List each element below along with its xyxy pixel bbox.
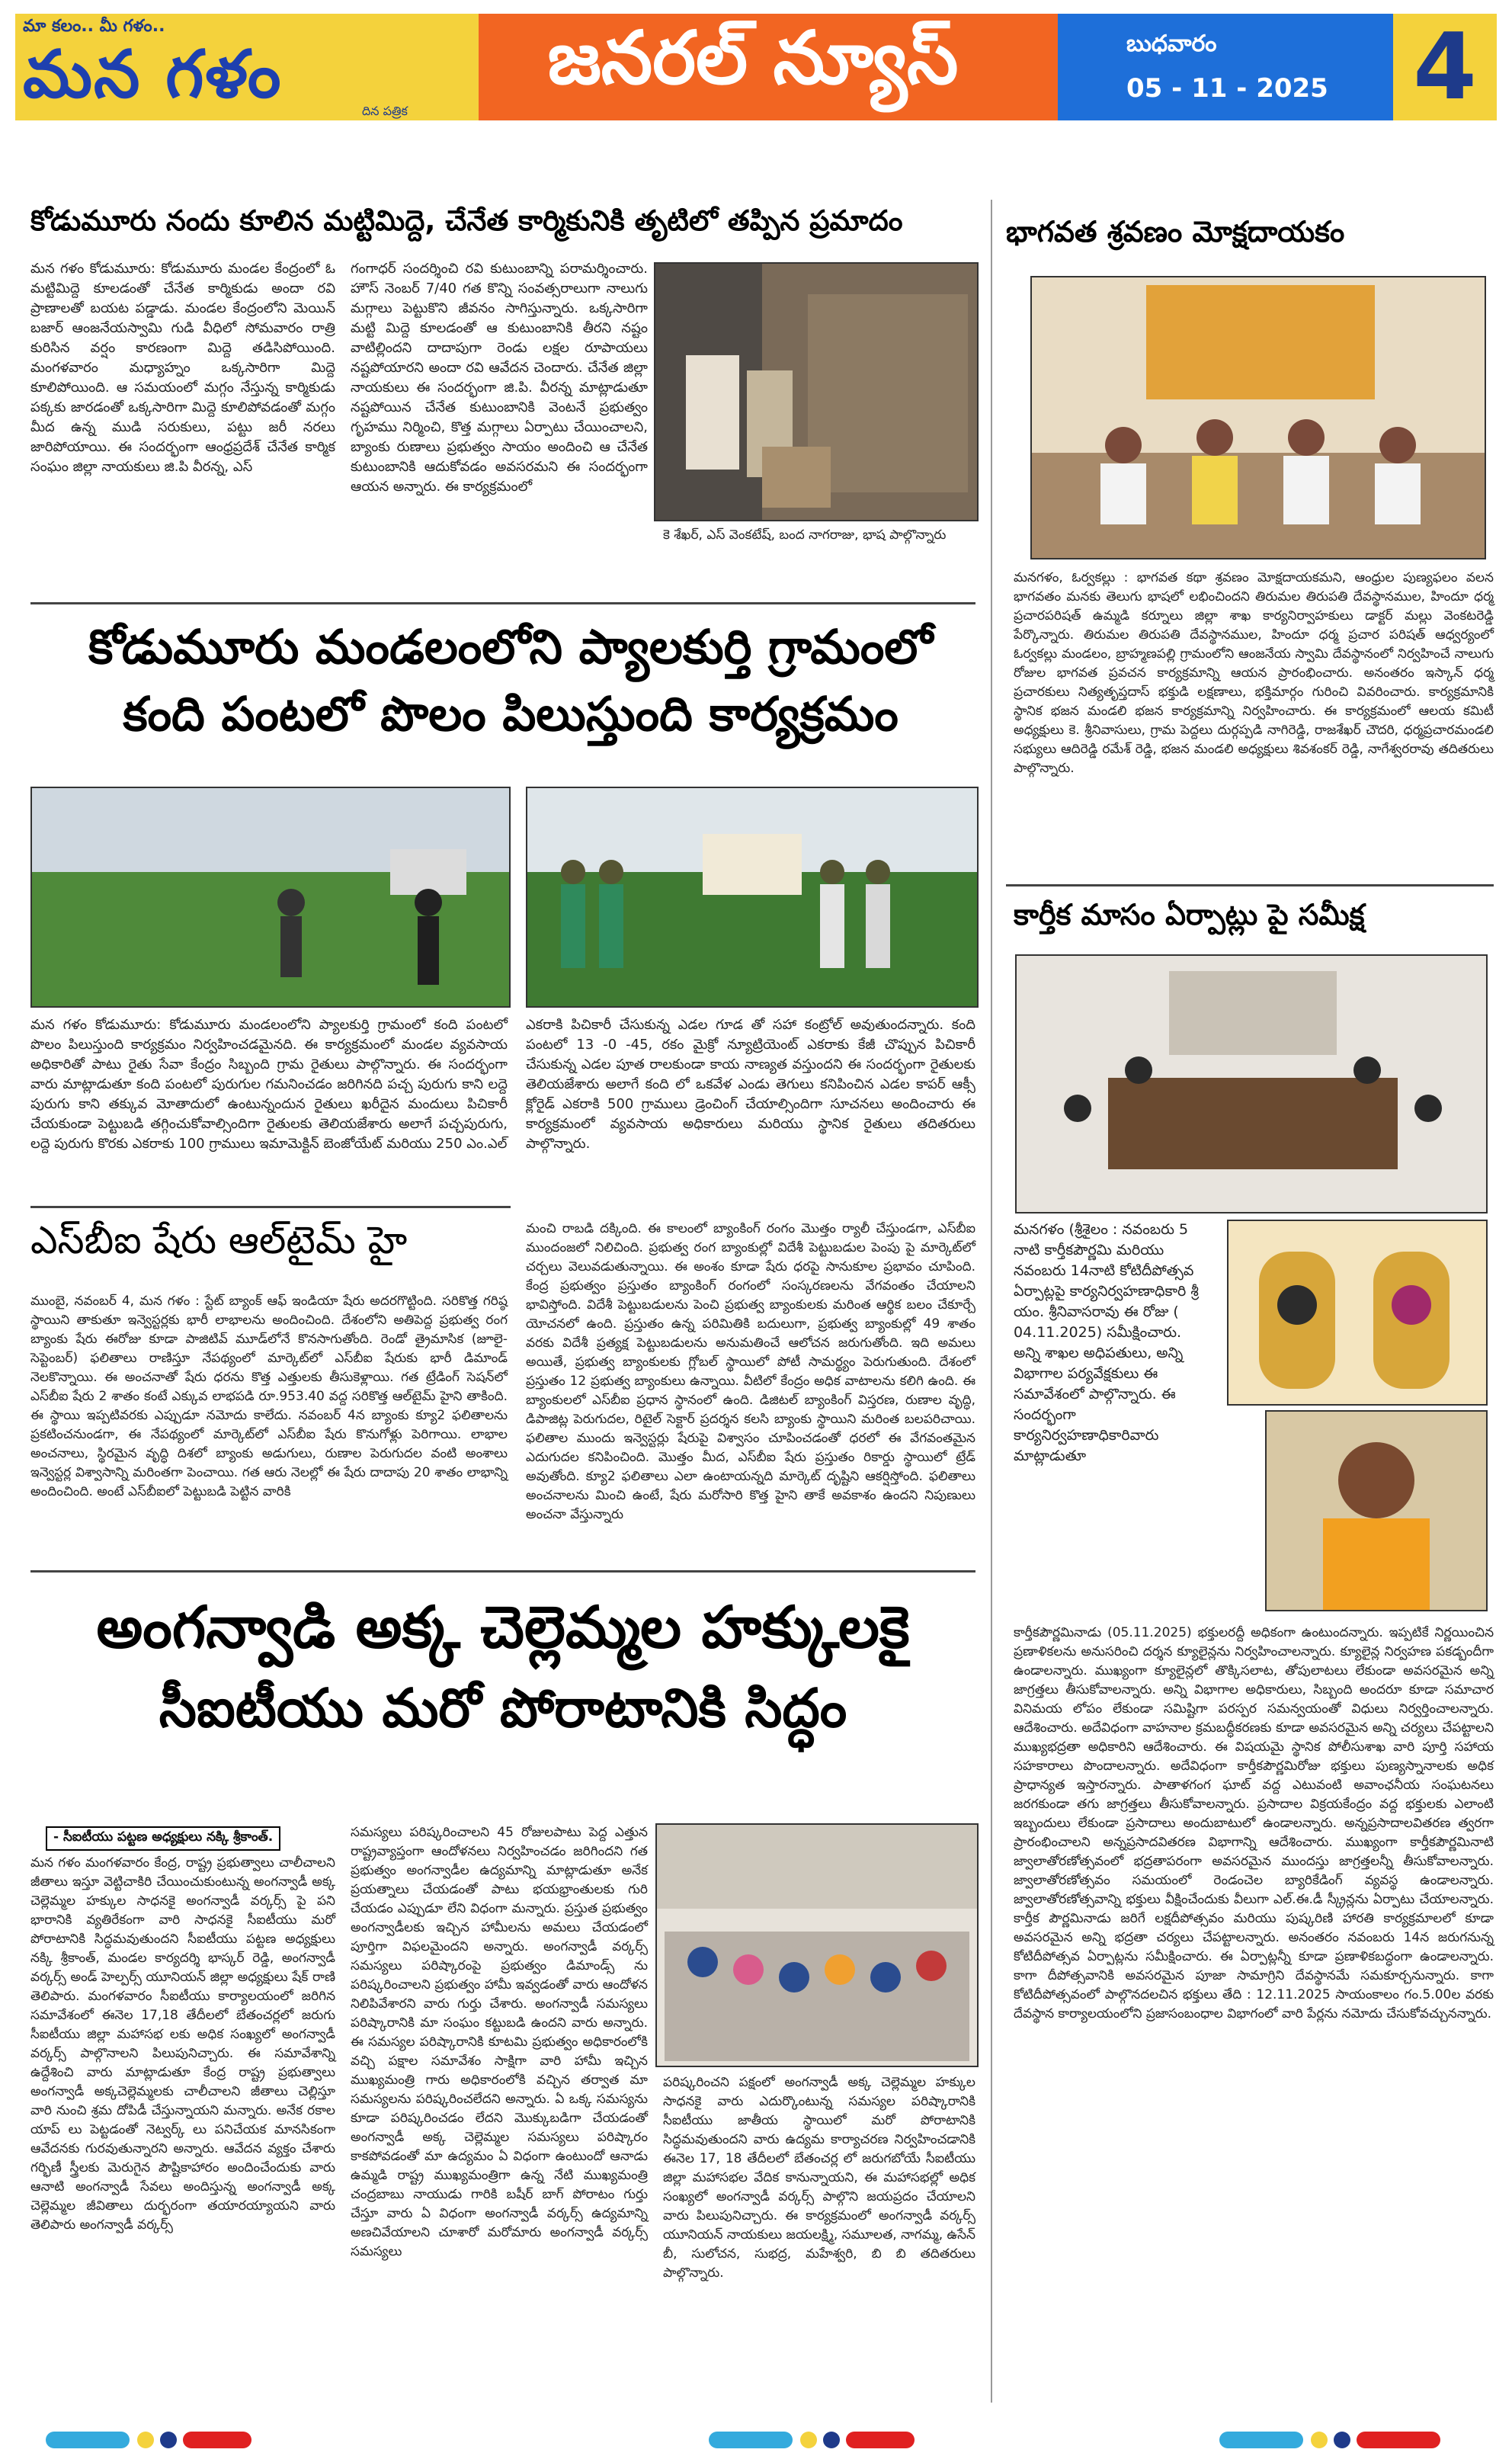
story1-col1: మన గళం కోడుమూరు: కోడుమూరు మండల కేంద్రంలో ఓ మట్టిమిద్దె కూలడంతో చేనేత కార్మికుడు అందా రవి ప్రాణాలతో బయట పడ్డాడు. మండల కేంద్రంలోని మెయిన్ బజార్ ఆంజనేయస్వామి గుడి వీధిలో సోమవారం రాత్రి కురిసిన వర్షం కారణంగా మిద్దె తడిసిపోయింది. మంగళవారం మధ్యాహ్నం ఒక్కసారిగా మిద్దె కూలిపోయింది. ఆ సమయంలో మగ్గం నేస్తున్న కార్మికుడు పక్కకు జారడంతో ఒక్కసారిగా మిద్దె కూలిపోవడంతో మగ్గం మీద ఉన్న ముడి సరుకులు, పట్టు జరీ నరలు జారిపోయాయి. ఈ సందర్భంగా ఆంధ్రప్రదేశ్ చేనేత కార్మిక సంఘం జిల్లా నాయకులు జి.పి వీరన్న, ఎస్ [30,261,335,475]
story4-headline-line2: సీఐటీయు మరో పోరాటానికి సిద్ధం [159,1677,847,1739]
story2-col2: ఎకరాకి పిచికారీ చేసుకున్న ఎడల గూడ తో సహా కంట్రోల్ అవుతుందన్నారు. కంది పంటలో 13 -0 -45, రకం మైక్రో న్యూట్రియెంట్ ఎకరాకు కేజీ చొప్పున పిచికారీ చేసుకున్న ఎడల పూత రాలకుండా కాయ నాణ్యత వస్తుందని ఈ సందర్భంగా రైతులకు తెలియజేశారు అలాగే కంది లో ఒకవేళ ఎండు తెగులు కనిపించిన ఎడల కాపర్ ఆక్సీ క్లోరైడ్ ఎకరాకి 500 గ్రాములు డ్రెంచింగ్ చేయాల్సిందిగా సూచనలు అందించారు ఈ కార్యక్రమంలో వ్యవసాయ అధికారులు మరియు స్థానిక రైతులు తదితరులు పాల్గొన్నారు. [526,1017,975,1152]
meeting-hall-image [657,1825,977,2066]
column-divider [991,200,992,2403]
story2-photo-left [30,787,511,1008]
footer-dot [1334,2432,1350,2448]
story3-col2: మంచి రాబడి దక్కింది. ఈ కాలంలో బ్యాంకింగ్ రంగం మొత్తం ర్యాలీ చేస్తుండగా, ఎస్‌బీఐ ముందంజలో నిలిచింది. ప్రభుత్వ రంగ బ్యాంకుల్లో విదేశీ పెట్టుబడుల పెంపు పై మార్కెట్‌లో చర్చలు వెలువడుతున్నాయి. ఈ అంశం కూడా షేరు ధరపై సానుకూల ప్రభావం చూపింది. కేంద్ర ప్రభుత్వం ప్రస్తుతం బ్యాంకింగ్ రంగంలో సంస్కరణలను వేగవంతం చేయాలని భావిస్తోంది. విదేశీ పెట్టుబడులను పెంచి ప్రభుత్వ బ్యాంకులకు మరింత ఆర్థిక బలం చేకూర్చే యోచనలో ఉంది. ప్రస్తుతం ఉన్న పరిమితికి బదులుగా, ప్రభుత్వ బ్యాంకుల్లో 49 శాతం వరకు విదేశీ ప్రత్యక్ష పెట్టుబడులను అనుమతించే ఆలోచన జరుగుతోంది. ఇది అమలు అయితే, ప్రభుత్వ బ్యాంకులకు గ్లోబల్ స్థాయిలో పోటీ సామర్థ్యం పెరుగుతుంది. దేశంలో ప్రస్తుతం 12 ప్రభుత్వ బ్యాంకులు ఉన్నాయి. వీటిలో కేంద్రం అధిక వాటాలను కలిగి ఉంది. ఈ బ్యాంకులలో ఎస్‌బీఐ ప్రధాన స్థానంలో ఉంది. డిజిటల్ బ్యాంకింగ్ విస్తరణ, రుణాల వృద్ధి, డిపాజిట్ల పెరుగుదల, రిటైల్ సెక్టార్ ప్రదర్శన కలసి బ్యాంకు స్థాయిని మరింత బలపరిచాయి. ఫలితాల ముందు ఇన్వెస్టర్లు షేరుపై విశ్వాసం చూపించడంతో ధరలో ఈ వేగవంతమైన ఎదుగుదల కనిపించింది. మొత్తం మీద, ఎస్‌బీఐ షేరు ప్రస్తుతం రికార్డు స్థాయిలో ట్రేడ్ అవుతోంది. క్యూ2 ఫలితాలు ఎలా ఉంటాయన్నది మార్కెట్ దృష్టిని ఆకర్షిస్తోంది. ఫలితాలు అంచనాలను మించి ఉంటే, షేరు మరోసారి కొత్త హైని తాకే అవకాశం ఉందని నిపుణులు అంచనా వేస్తున్నారు [526,1221,975,1522]
footer-dot [800,2432,817,2448]
footer-bar [1357,2432,1440,2448]
officer-portrait-image [1267,1412,1486,1610]
story4-byline: - సీఐటీయు పట్టణ అధ్యక్షులు నక్కి శ్రీకాంత్. [46,1826,280,1851]
footer-dot [137,2432,154,2448]
footer-bar [709,2432,793,2448]
story2-col1: మన గళం కోడుమూరు: కోడుమూరు మండలంలోని ప్యాలకుర్తి గ్రామంలో కంది పంటలో పొలం పిలుస్తుంది కార్యక్రమం నిర్వహించడమైనది. ఈ కార్యక్రమంలో మండల వ్యవసాయ అధికారితో పాటు రైతు సేవా కేంద్రం సిబ్బంది గ్రామ రైతులు పాల్గొన్నారు. ఈ సందర్భంగా వారు మాట్లాడుతూ కంది పంటలో పురుగుల గమనించడం జరిగినది పచ్చ పురుగు కాని లద్దె పురుగు కాని తక్కువ మోతాదులో ఉంటున్నందున రైతులు ఖరీదైన మందులు పిచికారీ చేయకుండా పెట్టుబడి తగ్గించుకోవాల్సిందిగా రైతులకు తెలియజేశారు అలాగే పచ్చపురుగు, లద్దె పురుగు కొరకు ఎకరాకు 100 గ్రాములు ఇమామెక్టిన్ బెంజోయేట్ మరియు 250 ఎం.ఎల్ [30,1017,508,1152]
tagline: మా కలం.. మీ గళం.. [23,17,165,36]
story1-headline: కోడుమూరు నందు కూలిన మట్టిమిద్దె, చేనేత కార్మికునికి తృటిలో తప్పిన ప్రమాదం [30,204,903,237]
bhagavatam-event-image [1032,277,1485,558]
story1-caption: కె శేఖర్, ఎస్ వెంకటేష్, బంద నాగరాజు, భాష పాల్గొన్నారు [663,527,947,543]
page-number: 4 [1393,14,1497,120]
footer-bar [846,2432,915,2448]
story6-headline: కార్తీక మాసం ఏర్పాట్లు పై సమీక్ష [1014,898,1365,931]
date-banner [1058,14,1497,120]
divider [1006,884,1494,886]
story5-body: మనగళం, ఓర్వకల్లు : భాగవత కథా శ్రవణం మోక్షదాయకమని, ఆంధ్రుల పుణ్యఫలం వలన భాగవతం మనకు తెలుగు భాషలో లభించిందని తిరుమల తిరుపతి దేవస్థానముల, హిందూ ధర్మ ప్రచారపరిషత్ ఉమ్మడి కర్నూలు జిల్లా శాఖ కార్యనిర్వాహకులు డాక్టర్ మల్లు వెంకటరెడ్డి పేర్కొన్నారు. తిరుమల తిరుపతి దేవస్థానముల, హిందూ ధర్మ ప్రచార పరిషత్ ఆధ్వర్యంలో ఓర్వకల్లు మండలం, బ్రాహ్మణపల్లి గ్రామంలోని ఆంజనేయ స్వామి దేవస్థానంలో నిర్వహించే నాలుగు రోజుల భాగవత ప్రవచన కార్యక్రమాన్ని ఆయన ప్రారంభించారు. అనంతరం ఇస్కాన్ ధర్మ ప్రచారకులు నిత్యతృప్తదాస్ భక్తుడి లక్షణాలు, భక్తిమార్గం గురించి వివరించారు. కార్యక్రమానికి స్థానిక భజన మండలి భజన కార్యక్రమాన్ని నిర్వహించారు. ఈ కార్యక్రమంలో ఆలయ కమిటీ అధ్యక్షులు కె. శ్రీనివాసులు, గ్రామ పెద్దలు దుర్గప్పడి నాగిరెడ్డి, రాజశేఖర్ చౌదరి, ధర్మప్రచారమండలి సభ్యులు ఆదిరెడ్డి రమేశ్ రెడ్డి, భజన మండలి అధ్యక్షులు శివశంకర్ రెడ్డి, నాగేశ్వరరావు తదితరులు పాల్గొన్నారు. [1014,570,1494,776]
paper-name: మన గళం [23,37,283,113]
footer-bar [1219,2432,1303,2448]
farmers-group-image [527,788,977,1006]
story4-col3: పరిష్కరించని పక్షంలో అంగన్వాడీ అక్క చెల్లెమ్మల హక్కుల సాధనకై వారు ఎదుర్కొంటున్న సమస్యల పరిష్కారానికి సీఐటీయు జాతీయ స్థాయిలో మరో పోరాటానికి సిద్ధమవుతుందని వారు ఉద్యమ కార్యాచరణ నిర్వహించడానికి ఈనెల 17, 18 తేదీలలో బేతంచర్ల లో జరుగబోయే సీఐటీయు జిల్లా మహాసభల వేదిక కానున్నాయని, ఈ మహాసభల్లో అధిక సంఖ్యలో అంగన్వాడీ వర్కర్స్ పాల్గొని జయప్రదం చేయాలని వారు పిలుపునిచ్చారు. ఈ కార్యక్రమంలో అంగన్వాడీ వర్కర్స్ యూనియన్ నాయకులు జయలక్ష్మి, సమూలత, నాగమ్మ, ఉసేన్ బీ, సులోచన, సుభద్ర, మహేశ్వరి, బి బి తదితరులు పాల్గొన్నారు. [663,2075,975,2281]
story3-col1: ముంబై, నవంబర్ 4, మన గళం : స్టేట్ బ్యాంక్ ఆఫ్ ఇండియా షేరు అదరగొట్టింది. సరికొత్త గరిష్ఠ స్థాయిని తాకుతూ ఇన్వెస్టర్లకు భారీ లాభాలను అందించింది. దేశంలోని అతిపెద్ద ప్రభుత్వ రంగ బ్యాంకు షేరు ఈరోజు కూడా పాజిటివ్ మూడ్‌లోనే కొనసాగుతోంది. రెండో త్రైమాసిక (జూలై-సెప్టెంబర్) ఫలితాలు రాణిస్తూ నేపథ్యంలో మార్కెట్‌లో ఎస్‌బీఐ షేరుకు భారీ డిమాండ్ నెలకొన్నాయి. ఈ అంచనాతో షేరు ధరను కొత్త ఎత్తులకు తీసుకెళ్లాయి. గత ట్రేడింగ్ సెషన్‌లో ఎస్‌బీఐ షేరు 2 శాతం కంటే ఎక్కువ లాభపడి రూ.953.40 వద్ద సరికొత్త ఆల్‌టైమ్ హైని తాకింది. ఈ స్థాయి ఇప్పటివరకు ఎప్పుడూ నమోదు కాలేదు. నవంబర్ 4న బ్యాంకు క్యూ2 ఫలితాలను ప్రకటించనుండగా, ఈ నేపథ్యంలో మార్కెట్‌లో ఎస్‌బీఐ షేరు కొనుగోళ్లు పెరిగాయి. లాభాల అంచనాలు, స్థిరమైన వృద్ధి దిశలో బ్యాంకు అడుగులు, రుణాల పెరుగుదల వంటి అంశాలు ఇన్వెస్టర్ల విశ్వాసాన్ని మరింతగా పెంచాయి. గత ఆరు నెలల్లో ఈ షేరు దాదాపు 20 శాతం లాభాన్ని అందించింది. అంటే ఎస్‌బీఐలో పెట్టుబడి పెట్టిన వారికి [30,1294,508,1499]
story1-photo [654,262,979,521]
story4-photo [655,1823,979,2067]
date-label: 05 - 11 - 2025 [1126,73,1328,104]
divider [30,1206,511,1208]
story1-col2: గంగాధర్ సందర్శించి రవి కుటుంబాన్ని పరామర్శించారు. హౌస్ నెంబర్ 7/40 గత కొన్ని సంవత్సరాలుగా నాలుగు మగ్గాలు పెట్టుకొని జీవనం సాగిస్తున్నారు. ఒక్కసారిగా మట్టి మిద్దె కూలడంతో ఆ కుటుంబానికి తీరని నష్టం వాటిల్లిందని దాదాపుగా రెండు లక్షల రూపాయలు నష్టపోయారని అందా రవి ఆవేదన చెందారు. చేనేత జిల్లా నాయకులు ఈ సందర్భంగా జి.పి. వీరన్న మాట్లాడుతూ నష్టపోయిన చేనేత కుటుంబానికి వెంటనే ప్రభుత్వం గృహము నిర్మించి, కొత్త మగ్గాలు ఏర్పాటు చేయించాలని, బ్యాంకు రుణాలు ప్రభుత్వం సాయం అందించి ఆ చేనేత కుటుంబానికి ఆదుకోవడం అవసరమని ఈ సందర్భంగా ఆయన అన్నారు. ఈ కార్యక్రమంలో [351,261,648,495]
section-banner [479,14,1058,120]
story3-headline: ఎస్‌బీఐ షేరు ఆల్‌టైమ్ హై [30,1218,408,1262]
masthead-logo [15,14,479,120]
story6-photo-officer [1265,1410,1488,1611]
deity-image [1228,1221,1486,1404]
story6-body: కార్తీకపౌర్ణమినాడు (05.11.2025) భక్తులరద్దీ అధికంగా ఉంటుందన్నారు. ఇప్పటికే నిర్ణయించిన ప్రణాళికలను అనుసరించి దర్శన క్యూలైన్లను నిర్వహించాలన్నారు. క్యూలైన్ల నిర్వహణ పకడ్బందీగా ఉండాలన్నారు. ముఖ్యంగా క్యూలైన్లలో తొక్కిసలాట, తోపులాటలు లేకుండా అవసరమైన అన్ని జాగ్రత్తలు తీసుకోవాలన్నారు. అన్ని విభాగాల అధికారులు, సిబ్బంది అందరూ కూడా సమాచార వినిమయ లోపం లేకుండా సమిష్టిగా పరస్పర సమన్వయంతో విధులు నిర్వర్తించాలన్నారు. ఆదేశించారు. అదేవిధంగా వాహనాల క్రమబద్ధీకరణకు కూడా అవసరమైన అన్ని చర్యలు చేపట్టాలని ముఖ్యభద్రతా అధికారిని ఆదేశించారు. ఈ విషయమై స్థానిక పోలీసుశాఖ వారి పూర్తి సహాయ సహకారాలు పొందాలన్నారు. అదేవిధంగా కార్తీకపౌర్ణమిరోజు భక్తులు పుణ్యస్నానాలకు అధిక ప్రాధాన్యత ఇస్తారన్నారు. పాతాళగంగ ఘాట్ వద్ద ఎటువంటి అవాంఛనీయ సంఘటనలు జరగకుండా తగు జాగ్రత్తలు తీసుకోవాలన్నారు. ప్రసాదాల విక్రయకేంద్రం వద్ద భక్తులకు ఎలాంటి ఇబ్బందులు లేకుండా ప్రసాదాలు అందుబాటులో ఉండాలన్నారు. అన్నప్రసాదాలవితరణ త్వరగా ప్రారంభించాలని అన్నప్రసాదవితరణ విభాగాన్ని ఆదేశించారు. ముఖ్యంగా కార్తీకపౌర్ణమినాటి జ్వాలాతోరణోత్సవంలో భద్రతాపరంగా అవసరమైన ముందస్తు జాగ్రత్తలన్నీ తీసుకోవాలన్నారు. జ్వాలాతోరణోత్సవం సమయంలో రెండంచెల బ్యారికేడింగ్ వ్యవస్థ ఉండాలన్నారు. జ్వాలాతోరణోత్సవాన్ని భక్తులు వీక్షించేందుకు వీలుగా ఎల్.ఈ.డీ స్క్రీన్లను ఏర్పాటు చేయాలన్నారు. కార్తీక పౌర్ణమినాడు జరిగే లక్షదీపోత్సవం మరియు పుష్కరిణి హారతి కార్యక్రమాలలో కూడా అవసరమైన అన్ని భద్రతా చర్యలు చేపట్టాలన్నారు. అనంతరం నవంబరు 14న జరుగనున్న కోటిదీపోత్సవ ఏర్పాట్లను సమీక్షించారు. ఈ ఏర్పాట్లన్నీ కూడా ప్రణాళికబద్ధంగా ఉండాలన్నారు. కాగా దీపోత్సవానికి అవసరమైన పూజా సామాగ్రిని దేవస్థానమే సమకూర్చనున్నారు. కాగా కోటిదీపోత్సవంలో పాల్గొనదలచిన భక్తులు తేది : 12.11.2025 సాయంకాలం గం.5.00ల వరకు దేవస్థాన కార్యాలయంలోని ప్రజాసంబంధాల విభాగంలో వారి పేర్లను నమోదు చేసుకోవచ్చునన్నారు. [1014,1625,1494,2021]
divider [30,602,975,604]
story2-headline-line1: కోడుమూరు మండలంలోని ప్యాలకుర్తి గ్రామంలో [88,619,934,675]
review-meeting-image [1017,956,1486,1212]
story2-photo-right [526,787,979,1008]
footer-bar [183,2432,251,2448]
collapsed-house-image [655,264,977,520]
story6-photo-meeting [1015,954,1488,1213]
story6-photo-deity [1227,1220,1488,1406]
story4-headline-line1: అంగన్వాడి అక్క చెల్లెమ్మల హక్కులకై [96,1593,910,1661]
story5-photo [1030,276,1486,559]
field-image [32,788,509,1006]
story4-col1: మన గళం మంగళవారం కేంద్ర, రాష్ట్ర ప్రభుత్వాలు చాలీచాలని జీతాలు ఇస్తూ వెట్టిచాకిరి చేయించుకుంటున్న అంగన్వాడీ అక్క చెల్లెమ్మల హక్కుల సాధనకై అంగన్వాడీ వర్కర్స్ పై పని భారానికి వ్యతిరేకంగా వారి సాధనకై సీఐటీయు మరో పోరాటానికి సిద్ధమవుతుందని సీఐటీయు పట్టణ అధ్యక్షులు నక్కి శ్రీకాంత్, మండల కార్యదర్శి భాస్కర్ రెడ్డి, అంగన్వాడీ వర్కర్స్ అండ్ హెల్పర్స్ యూనియన్ జిల్లా అధ్యక్షులు షేక్ రాణి తెలిపారు. మంగళవారం సీఐటీయు కార్యాలయంలో జరిగిన సమావేశంలో ఈనెల 17,18 తేదీలలో బేతంచర్లలో జరుగు సీఐటీయు జిల్లా మహాసభ లకు అధిక సంఖ్యలో అంగన్వాడీ వర్కర్స్ పాల్గొనాలని పిలుపునిచ్చారు. ఈ సమావేశాన్ని ఉద్దేశించి వారు మాట్లాడుతూ కేంద్ర రాష్ట్ర ప్రభుత్వాలు అంగన్వాడీ అక్కచెల్లెమ్మలకు చాలీచాలని జీతాలు చెల్లిస్తూ వారి నుంచి శ్రమ దోపిడీ చేస్తున్నాయని మన్నారు. అనేక రకాల యాప్ లు పెట్టడంతో నెట్వర్క్ లు పనిచేయక మానసికంగా ఆవేదనకు గురవుతున్నారని అన్నారు. ఆవేదన వ్యక్తం చేశారు గర్భిణీ స్త్రీలకు మెరుగైన పౌష్టికాహారం అందించేందుకు వారు ఆనాటి అంగన్వాడీ సేవలు అందిస్తున్న అంగన్వాడీ అక్క చెల్లెమ్మల జీవితాలు దుర్భరంగా తయారయ్యాయని వారు తెలిపారు అంగన్వాడీ వర్కర్స్ [30,1855,335,2233]
story4-col2: సమస్యలు పరిష్కరించాలని 45 రోజులపాటు పెద్ద ఎత్తున రాష్ట్రవ్యాప్తంగా ఆందోళనలు నిర్వహించడం జరిగిందని గత ప్రభుత్వం అంగన్వాడీల ఉద్యమాన్ని మాట్లాడుతూ అనేక ప్రయత్నాలు చేయడంతో పాటు భయభ్రాంతులకు గురి చేయడం ఎప్పుడూ లేని విధంగా మన్నారు. ప్రస్తుత ప్రభుత్వం అంగన్వాడీలకు ఇచ్చిన హామీలను అమలు చేయడంలో పూర్తిగా విఫలమైందని అన్నారు. అంగన్వాడీ వర్కర్స్ సమస్యలు పరిష్కారంపై ప్రభుత్వం డిమాండ్స్ ను పరిష్కరించాలని ప్రభుత్వం హామీ ఇవ్వడంతో వారు ఆందోళన నిలిపివేశారని వారు గుర్తు చేశారు. అంగన్వాడీ సమస్యలు పరిష్కారానికి మా సంఘం కట్టుబడి ఉందని వారు అన్నారు. ఈ సమస్యల పరిష్కారానికి కూటమి ప్రభుత్వం అధికారంలోకి వచ్చి పక్షాల సమావేశం సాక్షిగా వారి హామీ ఇచ్చిన ముఖ్యమంత్రి గారు అధికారంలోకి వచ్చిన తర్వాత మా సమస్యలను పరిష్కరించలేదని అన్నారు. ఏ ఒక్క సమస్యను కూడా పరిష్కరించడం లేదని మొక్కుబడిగా చేయడంతో అంగన్వాడీ అక్క చెల్లెమ్మల సమస్యలు పరిష్కారం కాకపోవడంతో మా ఉద్యమం ఏ విధంగా ఉంటుందో ఆనాడు ఉమ్మడి రాష్ట్ర ముఖ్యమంత్రిగా ఉన్న నేటి ముఖ్యమంత్రి చంద్రబాబు నాయుడు గారికి బషీర్ బాగ్ పోరాటం గుర్తు చేస్తూ వారు ఏ విధంగా అంగన్వాడీ వర్కర్స్ ఉద్యమాన్ని అణచివేయాలని చూశారో మరోమారు అంగన్వాడీ వర్కర్స్ సమస్యలు [351,1825,648,2259]
story2-headline-line2: కంది పంటలో పొలం పిలుస్తుంది కార్యక్రమం [123,686,899,742]
story5-headline: భాగవత శ్రవణం మోక్షదాయకం [1006,215,1345,248]
section-title: జనరల్ న్యూస్ [547,15,959,101]
day-label: బుధవారం [1126,30,1217,57]
footer-dot [160,2432,177,2448]
divider [30,1570,975,1573]
footer-dot [1311,2432,1328,2448]
footer-bar [46,2432,130,2448]
paper-sub: దిన పత్రిక [362,104,408,118]
footer-dot [823,2432,840,2448]
story6-side-text: మనగళం (శ్రీశైలం : నవంబరు 5 నాటి కార్తీకపౌర్ణమి మరియు నవంబరు 14నాటి కోటిదీపోత్సవ ఏర్పాట్లపై కార్యనిర్వహణాధికారి శ్రీ యం. శ్రీనివాసరావు ఈ రోజు ( 04.11.2025) సమీక్షించారు. అన్ని శాఖల అధిపతులు, అన్ని విభాగాల పర్యవేక్షకులు ఈ సమావేశంలో పాల్గొన్నారు. ఈ సందర్భంగా కార్యనిర్వహణాధికారివారు మాట్లాడుతూ [1014,1221,1199,1464]
